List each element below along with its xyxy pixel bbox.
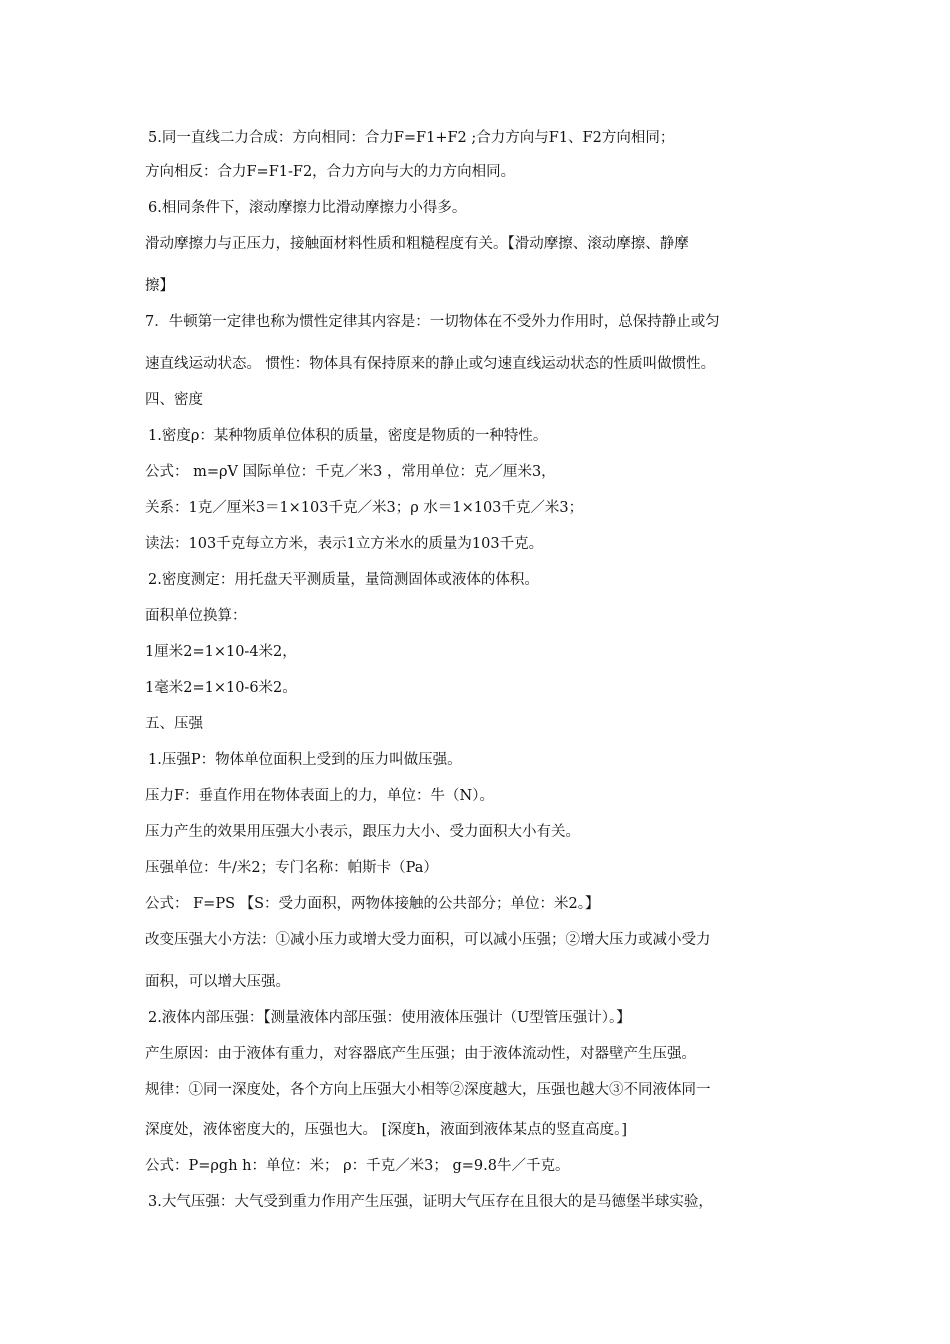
text-line: 速直线运动状态。 惯性：物体具有保持原来的静止或匀速直线运动状态的性质叫做惯性。 (145, 356, 716, 372)
text-line: 关系：1克／厘米3＝1×103千克／米3；ρ 水＝1×103千克／米3； (145, 500, 584, 516)
text-line: 压力产生的效果用压强大小表示，跟压力大小、受力面积大小有关。 (145, 824, 580, 840)
text-line: 产生原因：由于液体有重力，对容器底产生压强；由于液体流动性，对器壁产生压强。 (145, 1046, 696, 1062)
text-line: 深度处，液体密度大的，压强也大。 [深度h，液面到液体某点的竖直高度。] (145, 1122, 628, 1138)
text-line: 读法：103千克每立方米，表示1立方米水的质量为103千克。 (145, 536, 544, 552)
text-line: 公式： F=PS 【S：受力面积，两物体接触的公共部分；单位：米2。】 (145, 896, 600, 912)
text-line: 滑动摩擦力与正压力，接触面材料性质和粗糙程度有关。【滑动摩擦、滚动摩擦、静摩 (145, 236, 689, 252)
text-line: 擦】 (145, 278, 174, 294)
text-line: 改变压强大小方法：①减小压力或增大受力面积，可以减小压强；②增大压力或减小受力 (145, 932, 711, 948)
text-line: 压强单位：牛/米2；专门名称：帕斯卡（Pa） (145, 860, 438, 876)
text-line: 面积单位换算： (145, 608, 247, 624)
text-line: 公式：P=ρgh h：单位：米； ρ：千克／米3； g=9.8牛／千克。 (145, 1158, 570, 1174)
text-line: 3.大气压强：大气受到重力作用产生压强，证明大气压存在且很大的是马德堡半球实验， (148, 1194, 713, 1210)
text-line: 2.密度测定：用托盘天平测质量，量筒测固体或液体的体积。 (148, 572, 539, 588)
text-line: 5.同一直线二力合成：方向相同：合力F=F1+F2 ;合力方向与F1、F2方向相同； (148, 130, 675, 146)
section-heading: 五、压强 (145, 716, 203, 732)
text-line: 公式： m=ρV 国际单位：千克／米3 ，常用单位：克／厘米3， (145, 464, 556, 480)
section-heading: 四、密度 (145, 392, 203, 408)
text-line: 7．牛顿第一定律也称为惯性定律其内容是：一切物体在不受外力作用时，总保持静止或匀 (145, 314, 720, 330)
text-line: 1毫米2=1×10-6米2。 (145, 680, 297, 696)
text-line: 方向相反：合力F=F1-F2，合力方向与大的力方向相同。 (145, 164, 516, 180)
text-line: 1.密度ρ：某种物质单位体积的质量，密度是物质的一种特性。 (148, 428, 548, 444)
text-line: 面积，可以增大压强。 (145, 974, 290, 990)
text-line: 6.相同条件下，滚动摩擦力比滑动摩擦力小得多。 (148, 200, 467, 216)
text-line: 1厘米2=1×10-4米2， (145, 644, 297, 660)
text-line: 1.压强P：物体单位面积上受到的压力叫做压强。 (148, 752, 462, 768)
text-line: 2.液体内部压强：【测量液体内部压强：使用液体压强计（U型管压强计）。】 (148, 1010, 631, 1026)
text-line: 压力F：垂直作用在物体表面上的力，单位：牛（N）。 (145, 788, 494, 804)
text-line: 规律：①同一深度处，各个方向上压强大小相等②深度越大，压强也越大③不同液体同一 (145, 1082, 711, 1098)
